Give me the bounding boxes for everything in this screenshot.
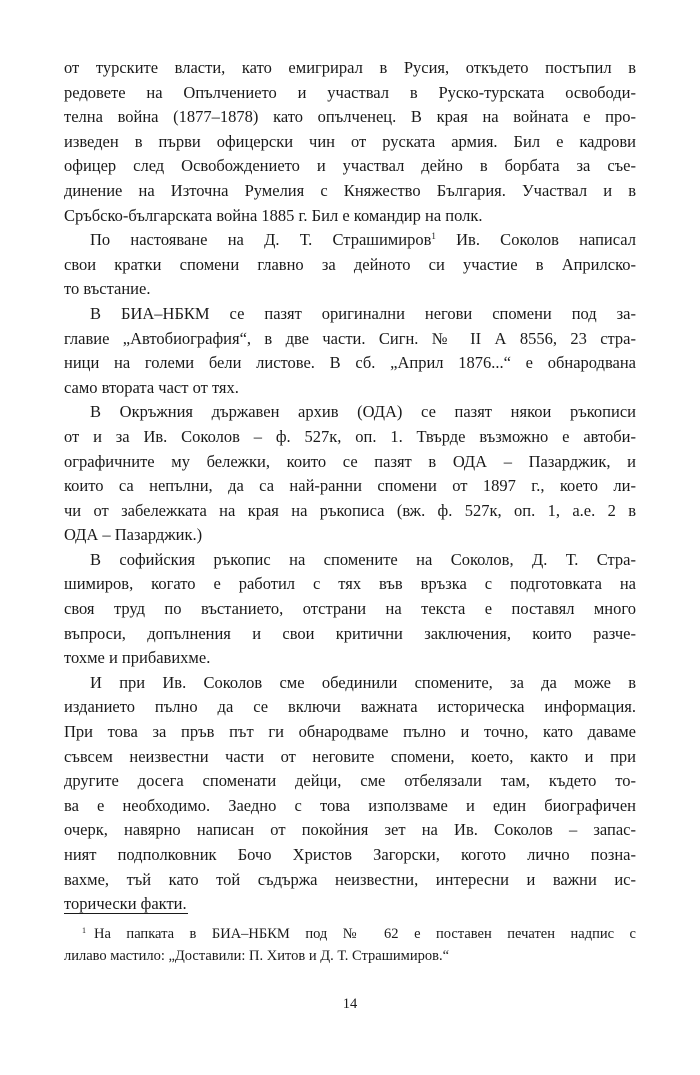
text-line: съвсем неизвестни части от неговите спомени, което, както и при (64, 746, 636, 766)
main-text (64, 56, 636, 917)
text-line: торически факти. (64, 894, 187, 914)
paragraph (64, 548, 636, 671)
text-line: въпроси, допълнения и свои критични заключения, които разче- (64, 623, 636, 643)
text-line-with-footnote (64, 228, 636, 253)
text-line: ографичните му бележки, които се пазят в ОДА – Пазарджик, и (64, 451, 636, 471)
text-line: изведен в първи офицерски чин от руската армия. Бил е кадрови (64, 131, 636, 151)
text-line: редовете на Опълчението и участвал в Руско-турската освободи- (64, 82, 636, 102)
text-line: очерк, навярно написан от покойния зет на Ив. Соколов – запас- (64, 820, 636, 840)
text-line: В Окръжния държавен архив (ОДА) се пазят някои ръкописи (90, 402, 636, 422)
text-line: свои кратки спомени главно за дейното си участие в Априлско- (64, 254, 636, 274)
text-line: офицер след Освобождението и участвал дейно в борбата за съе- (64, 156, 636, 176)
text-line: от турските власти, като емигрирал в Русия, откъдето постъпил в (64, 58, 636, 77)
footnote-line: лилаво мастило: „Доставили: П. Хитов и Д. Т. Страшимиров.“ (64, 948, 450, 964)
text-line: шимиров, когато е работил с тях във връзка с подготовката на (64, 574, 636, 594)
text-line: При това за пръв път ги обнародваме пълно и точно, като даваме (64, 722, 636, 742)
text-line: В БИА–НБКМ се пазят оригинални негови спомени под за- (90, 303, 636, 323)
footnote-divider (64, 913, 188, 914)
text-line: ОДА – Пазарджик.) (64, 525, 203, 545)
text-line: ва е необходимо. Заедно с това използваме и един биографичен (64, 795, 636, 815)
text-line: Сръбско-българската война 1885 г. Бил е командир на полк. (64, 205, 483, 225)
paragraph (64, 228, 636, 302)
text-line: ният подполковник Бочо Христов Загорски, когото лично позна- (64, 845, 636, 864)
text-span: Ив. Соколов написал (435, 230, 636, 250)
text-line: то въстание. (64, 279, 151, 299)
text-line: ници на големи бели листове. В сб. „Април 1876...“ е обнародвана (64, 353, 636, 373)
text-line: И при Ив. Соколов сме обединили спомените, за да може в (90, 672, 636, 692)
text-line: само втората част от тях. (64, 377, 239, 397)
text-line: които са непълни, да са най-ранни спомени от 1897 г., което ли- (64, 476, 636, 496)
footnote-line (64, 923, 636, 945)
text-span: По настояване на Д. Т. Страшимиров (90, 230, 432, 250)
text-line: телна война (1877–1878) като опълченец. В края на войната е про- (64, 107, 636, 127)
text-line: от и за Ив. Соколов – ф. 527к, оп. 1. Твърде възможно е автоби- (64, 426, 636, 446)
text-line: В софийския ръкопис на спомените на Соколов, Д. Т. Стра- (90, 549, 636, 569)
text-line: своя труд по въстанието, отстрани на текста е поставял много (64, 599, 636, 619)
paragraph (64, 302, 636, 400)
text-line: изданието пълно да се включи важната историческа информация. (64, 697, 636, 717)
text-line: вахме, тъй като той съдържа неизвестни, интересни и важни ис- (64, 869, 636, 889)
text-line: тохме и прибавихме. (64, 648, 211, 668)
footnote-number: 1 (82, 926, 86, 935)
paragraph (64, 400, 636, 548)
text-line: динение на Източна Румелия с Княжество България. Участвал и в (64, 180, 636, 200)
footnote (64, 923, 636, 967)
paragraph (64, 671, 636, 917)
paragraph (64, 56, 636, 228)
footnote-text: На папката в БИА–НБКМ под № 62 е поставен печатен надпис с (94, 926, 636, 942)
footnote-reference: 1 (431, 231, 436, 242)
text-line: другите досега споменати дейци, сме отбелязали там, където то- (64, 771, 636, 791)
page-number: 14 (342, 996, 358, 1012)
text-line: главие „Автобиография“, в две части. Сигн. № II А 8556, 23 стра- (64, 328, 636, 348)
text-line: чи от забележката на края на ръкописа (вж. ф. 527к, оп. 1, а.е. 2 в (64, 500, 636, 520)
